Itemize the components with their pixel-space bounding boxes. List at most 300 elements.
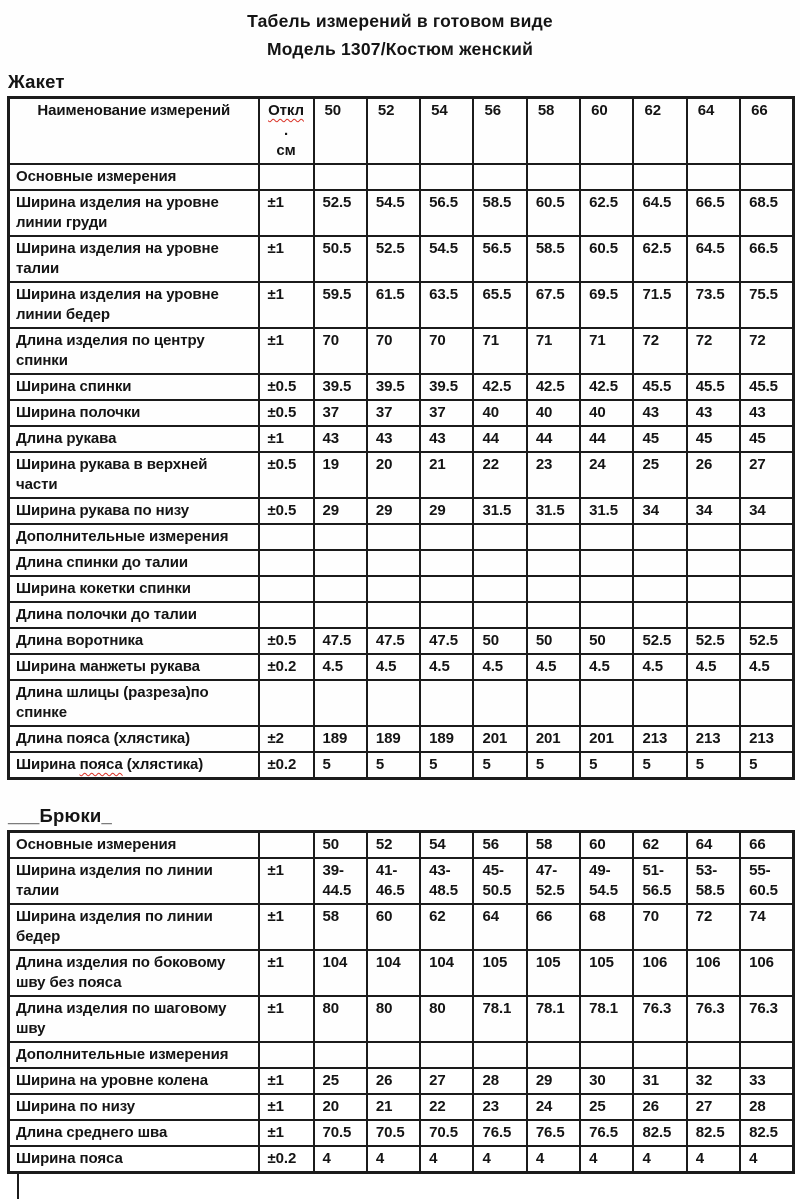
measurement-value: 44: [580, 426, 633, 452]
measurement-value: 59.5: [314, 282, 367, 328]
measurement-value: 33: [740, 1068, 793, 1094]
measurement-value: 105: [527, 950, 580, 996]
measurement-value: 50: [527, 628, 580, 654]
table-row: [9, 628, 794, 654]
row-label: Ширина рукава в верхней части: [9, 452, 259, 498]
measurement-value: 72: [687, 904, 740, 950]
measurement-value: 42.5: [527, 374, 580, 400]
measurement-value: [687, 550, 740, 576]
measurement-value: [420, 1042, 473, 1068]
measurement-value: 41-46.5: [367, 858, 420, 904]
table-row: [9, 1146, 794, 1173]
measurement-value: 71: [527, 328, 580, 374]
measurement-value: 25: [633, 452, 686, 498]
measurement-value: 52.5: [314, 190, 367, 236]
measurement-value: 34: [740, 498, 793, 524]
measurement-value: 29: [314, 498, 367, 524]
measurement-value: [527, 602, 580, 628]
measurement-value: 66: [740, 832, 793, 859]
measurement-value: 4: [580, 1146, 633, 1173]
measurement-value: [314, 164, 367, 190]
measurement-value: 70: [367, 328, 420, 374]
measurement-value: 60: [367, 904, 420, 950]
measurement-name-header: Наименование измерений: [9, 98, 259, 165]
measurement-value: 70.5: [314, 1120, 367, 1146]
measurement-value: 80: [420, 996, 473, 1042]
tolerance-value: ±1: [259, 858, 314, 904]
measurement-value: [527, 680, 580, 726]
measurement-value: 5: [420, 752, 473, 779]
measurement-value: 66.5: [687, 190, 740, 236]
measurement-value: 62.5: [580, 190, 633, 236]
measurement-value: 27: [687, 1094, 740, 1120]
row-label: Ширина по низу: [9, 1094, 259, 1120]
measurement-value: 56: [473, 832, 526, 859]
tolerance-value: ±1: [259, 190, 314, 236]
measurement-value: 4: [633, 1146, 686, 1173]
row-label: Длина рукава: [9, 426, 259, 452]
measurement-value: [740, 524, 793, 550]
measurement-value: 78.1: [473, 996, 526, 1042]
measurement-value: 43: [314, 426, 367, 452]
measurement-value: 5: [314, 752, 367, 779]
measurement-value: 29: [527, 1068, 580, 1094]
tolerance-value: ±0.2: [259, 752, 314, 779]
measurement-value: [633, 1042, 686, 1068]
measurement-value: 62: [633, 832, 686, 859]
measurement-value: 43-48.5: [420, 858, 473, 904]
row-label: Ширина рукава по низу: [9, 498, 259, 524]
measurement-value: 29: [367, 498, 420, 524]
title-line-2: Модель 1307/Костюм женский: [266, 39, 534, 59]
measurement-value: 4.5: [527, 654, 580, 680]
measurement-value: [473, 550, 526, 576]
measurement-value: [367, 550, 420, 576]
measurement-value: [420, 164, 473, 190]
row-label: Основные измерения: [9, 164, 259, 190]
measurement-value: [687, 1042, 740, 1068]
measurement-value: [314, 680, 367, 726]
table-row: [9, 1068, 794, 1094]
measurement-value: [633, 164, 686, 190]
tolerance-value: ±0.5: [259, 628, 314, 654]
row-label: Длина среднего шва: [9, 1120, 259, 1146]
measurement-value: 40: [473, 400, 526, 426]
measurement-value: 54: [420, 832, 473, 859]
table-row: [9, 950, 794, 996]
tolerance-value: [259, 1042, 314, 1068]
measurement-value: [580, 680, 633, 726]
measurement-value: 4.5: [314, 654, 367, 680]
table-row: [9, 236, 794, 282]
measurement-value: [633, 680, 686, 726]
measurement-value: 80: [367, 996, 420, 1042]
measurement-value: 106: [633, 950, 686, 996]
measurement-value: 52.5: [633, 628, 686, 654]
measurement-value: 54.5: [367, 190, 420, 236]
measurement-value: 201: [580, 726, 633, 752]
measurement-value: [420, 576, 473, 602]
size-header: 58: [527, 98, 580, 165]
measurement-value: [740, 1042, 793, 1068]
measurement-value: 53-58.5: [687, 858, 740, 904]
measurement-value: [473, 1042, 526, 1068]
tolerance-value: [259, 832, 314, 859]
table-row: [9, 328, 794, 374]
measurement-value: 64.5: [687, 236, 740, 282]
table-row: [9, 680, 794, 726]
tolerance-value: ±1: [259, 1068, 314, 1094]
measurement-value: 23: [527, 452, 580, 498]
tolerance-value: [259, 680, 314, 726]
measurement-value: 58.5: [527, 236, 580, 282]
tolerance-header-line-3: см: [276, 142, 296, 159]
row-label: Ширина изделия на уровне линии бедер: [9, 282, 259, 328]
measurement-value: 67.5: [527, 282, 580, 328]
measurement-value: 45-50.5: [473, 858, 526, 904]
table-row: [9, 452, 794, 498]
measurement-value: [473, 164, 526, 190]
table-row: [9, 524, 794, 550]
measurement-value: 70: [633, 904, 686, 950]
measurement-value: 68.5: [740, 190, 793, 236]
measurement-value: 70: [314, 328, 367, 374]
measurement-value: [420, 524, 473, 550]
measurement-value: 23: [473, 1094, 526, 1120]
measurement-value: 37: [367, 400, 420, 426]
row-label: Длина спинки до талии: [9, 550, 259, 576]
table-row: [9, 400, 794, 426]
measurement-value: [740, 164, 793, 190]
measurement-value: 24: [580, 452, 633, 498]
measurement-value: 62: [420, 904, 473, 950]
measurement-value: [367, 576, 420, 602]
measurement-value: 70.5: [367, 1120, 420, 1146]
measurement-value: 201: [527, 726, 580, 752]
table-row: [9, 190, 794, 236]
table-row: [9, 498, 794, 524]
table-row: [9, 832, 794, 859]
measurement-value: [740, 680, 793, 726]
measurement-value: 52.5: [687, 628, 740, 654]
size-header: 64: [687, 98, 740, 165]
measurement-value: 34: [633, 498, 686, 524]
measurement-value: 76.3: [633, 996, 686, 1042]
measurement-value: 21: [367, 1094, 420, 1120]
tolerance-value: ±2: [259, 726, 314, 752]
measurement-value: 104: [367, 950, 420, 996]
measurement-value: 72: [687, 328, 740, 374]
measurement-value: 74: [740, 904, 793, 950]
measurement-value: 106: [687, 950, 740, 996]
measurement-value: 71: [473, 328, 526, 374]
measurement-value: 45: [687, 426, 740, 452]
table-row: [9, 282, 794, 328]
measurement-value: 213: [687, 726, 740, 752]
row-label: Ширина изделия на уровне талии: [9, 236, 259, 282]
measurement-value: 52.5: [740, 628, 793, 654]
stray-border-mark: [17, 1174, 19, 1199]
tolerance-value: ±0.5: [259, 498, 314, 524]
measurement-value: [687, 602, 740, 628]
measurement-value: 189: [420, 726, 473, 752]
measurement-value: [687, 164, 740, 190]
measurement-value: [420, 602, 473, 628]
measurement-value: 37: [420, 400, 473, 426]
row-label: Основные измерения: [9, 832, 259, 859]
measurement-value: [740, 550, 793, 576]
measurement-value: 43: [633, 400, 686, 426]
measurement-value: 47-52.5: [527, 858, 580, 904]
measurement-value: 27: [740, 452, 793, 498]
measurement-value: 78.1: [527, 996, 580, 1042]
measurement-value: 69.5: [580, 282, 633, 328]
measurement-value: 43: [420, 426, 473, 452]
size-header: 56: [473, 98, 526, 165]
measurement-value: [580, 576, 633, 602]
measurement-value: [473, 680, 526, 726]
tolerance-value: ±0.2: [259, 654, 314, 680]
tolerance-value: ±1: [259, 426, 314, 452]
measurement-value: 60: [580, 832, 633, 859]
measurement-value: 25: [314, 1068, 367, 1094]
measurement-value: 20: [314, 1094, 367, 1120]
measurement-value: 4.5: [740, 654, 793, 680]
measurement-value: 29: [420, 498, 473, 524]
measurement-value: 66: [527, 904, 580, 950]
measurement-value: 189: [314, 726, 367, 752]
measurement-value: 4: [314, 1146, 367, 1173]
spellcheck-underlined-word: пояса: [79, 756, 123, 773]
title-line-1: Табель измерений в готовом виде: [247, 11, 553, 31]
row-label: Ширина кокетки спинки: [9, 576, 259, 602]
row-label: Длина изделия по боковому шву без пояса: [9, 950, 259, 996]
measurement-value: [314, 1042, 367, 1068]
measurement-value: 45: [740, 426, 793, 452]
measurement-value: 65.5: [473, 282, 526, 328]
measurement-value: [527, 524, 580, 550]
measurement-value: 4.5: [420, 654, 473, 680]
measurement-value: 52: [367, 832, 420, 859]
measurement-value: 58: [314, 904, 367, 950]
measurement-value: 72: [740, 328, 793, 374]
table-row: [9, 654, 794, 680]
jacket-measurements-table: [7, 96, 795, 780]
measurement-value: 213: [740, 726, 793, 752]
row-label: Длина изделия по шаговому шву: [9, 996, 259, 1042]
measurement-value: 31.5: [473, 498, 526, 524]
tolerance-value: ±1: [259, 328, 314, 374]
tolerance-value: [259, 164, 314, 190]
table-row: [9, 602, 794, 628]
measurement-value: [580, 602, 633, 628]
size-header: 62: [633, 98, 686, 165]
measurement-value: 4.5: [367, 654, 420, 680]
tolerance-value: ±0.2: [259, 1146, 314, 1173]
tolerance-value: ±1: [259, 950, 314, 996]
measurement-value: 34: [687, 498, 740, 524]
row-label: Ширина спинки: [9, 374, 259, 400]
tolerance-value: ±1: [259, 1094, 314, 1120]
measurement-value: [420, 550, 473, 576]
size-header: 60: [580, 98, 633, 165]
measurement-value: 26: [633, 1094, 686, 1120]
measurement-value: 82.5: [687, 1120, 740, 1146]
measurement-value: 50: [314, 832, 367, 859]
measurement-value: 58.5: [473, 190, 526, 236]
tolerance-header-line-1: Откл: [268, 102, 304, 119]
table-row: [9, 550, 794, 576]
trousers-measurements-table: [7, 830, 795, 1174]
measurement-value: 213: [633, 726, 686, 752]
measurement-value: 22: [420, 1094, 473, 1120]
measurement-value: 42.5: [580, 374, 633, 400]
measurement-value: 47.5: [367, 628, 420, 654]
measurement-value: [633, 576, 686, 602]
measurement-value: [527, 550, 580, 576]
measurement-value: [527, 1042, 580, 1068]
measurement-value: 44: [473, 426, 526, 452]
row-label: Длина изделия по центру спинки: [9, 328, 259, 374]
measurement-value: 106: [740, 950, 793, 996]
jacket-section-heading: Жакет: [8, 71, 65, 92]
measurement-value: 4: [420, 1146, 473, 1173]
measurement-value: 4: [527, 1146, 580, 1173]
tolerance-value: [259, 602, 314, 628]
measurement-value: 64.5: [633, 190, 686, 236]
measurement-value: [687, 576, 740, 602]
measurement-value: [367, 164, 420, 190]
measurement-value: 71: [580, 328, 633, 374]
size-header: 66: [740, 98, 793, 165]
measurement-value: 20: [367, 452, 420, 498]
measurement-value: 31: [633, 1068, 686, 1094]
jacket-header-row: [9, 98, 794, 165]
tolerance-value: [259, 550, 314, 576]
measurement-value: 71.5: [633, 282, 686, 328]
measurement-value: [633, 524, 686, 550]
tolerance-value: ±1: [259, 904, 314, 950]
tolerance-value: ±1: [259, 282, 314, 328]
measurement-value: 80: [314, 996, 367, 1042]
measurement-value: 37: [314, 400, 367, 426]
measurement-value: 76.3: [740, 996, 793, 1042]
table-row: [9, 996, 794, 1042]
measurement-value: 45.5: [740, 374, 793, 400]
measurement-value: 31.5: [527, 498, 580, 524]
table-row: [9, 426, 794, 452]
measurement-value: 52.5: [367, 236, 420, 282]
tolerance-value: ±0.5: [259, 452, 314, 498]
measurement-value: 50: [473, 628, 526, 654]
measurement-value: 189: [367, 726, 420, 752]
measurement-value: 76.5: [580, 1120, 633, 1146]
row-label: Дополнительные измерения: [9, 1042, 259, 1068]
table-row: [9, 904, 794, 950]
measurement-value: [473, 576, 526, 602]
measurement-value: 43: [367, 426, 420, 452]
tolerance-value: ±0.5: [259, 400, 314, 426]
measurement-value: [314, 550, 367, 576]
table-row: [9, 1094, 794, 1120]
measurement-value: [527, 576, 580, 602]
measurement-value: [580, 164, 633, 190]
measurement-value: 73.5: [687, 282, 740, 328]
measurement-value: 32: [687, 1068, 740, 1094]
row-label: Ширина на уровне колена: [9, 1068, 259, 1094]
measurement-value: 31.5: [580, 498, 633, 524]
measurement-value: 28: [740, 1094, 793, 1120]
measurement-value: 40: [580, 400, 633, 426]
measurement-value: 104: [420, 950, 473, 996]
measurement-value: 64: [473, 904, 526, 950]
measurement-value: 56.5: [420, 190, 473, 236]
measurement-value: 62.5: [633, 236, 686, 282]
tolerance-header: [259, 98, 314, 165]
measurement-value: 5: [527, 752, 580, 779]
row-label: Ширина пояса: [9, 1146, 259, 1173]
measurement-value: 55-60.5: [740, 858, 793, 904]
measurement-value: 72: [633, 328, 686, 374]
table-row: [9, 374, 794, 400]
measurement-value: 40: [527, 400, 580, 426]
measurement-value: [580, 1042, 633, 1068]
measurement-value: [473, 524, 526, 550]
measurement-value: 39-44.5: [314, 858, 367, 904]
measurement-value: [314, 602, 367, 628]
row-label: Длина шлицы (разреза)по спинке: [9, 680, 259, 726]
measurement-value: 70.5: [420, 1120, 473, 1146]
measurement-value: 58: [527, 832, 580, 859]
tolerance-header-line-2: .: [283, 122, 289, 139]
trousers-section-heading: ___Брюки_: [8, 805, 112, 826]
row-label: Длина пояса (хлястика): [9, 726, 259, 752]
measurement-value: 63.5: [420, 282, 473, 328]
table-row: [9, 576, 794, 602]
measurement-value: [740, 576, 793, 602]
measurement-value: 5: [473, 752, 526, 779]
measurement-value: 56.5: [473, 236, 526, 282]
size-header: 50: [314, 98, 367, 165]
measurement-value: 78.1: [580, 996, 633, 1042]
measurement-value: 45.5: [687, 374, 740, 400]
tolerance-value: ±0.5: [259, 374, 314, 400]
measurement-value: 4: [473, 1146, 526, 1173]
measurement-value: [633, 550, 686, 576]
tolerance-value: ±1: [259, 1120, 314, 1146]
measurement-value: [314, 524, 367, 550]
table-row: [9, 1120, 794, 1146]
measurement-value: 4.5: [473, 654, 526, 680]
measurement-value: 105: [580, 950, 633, 996]
measurement-value: 60.5: [580, 236, 633, 282]
table-row: [9, 858, 794, 904]
measurement-value: [580, 550, 633, 576]
measurement-value: 5: [633, 752, 686, 779]
measurement-value: [687, 524, 740, 550]
tolerance-value: [259, 576, 314, 602]
measurement-value: 49-54.5: [580, 858, 633, 904]
measurement-value: 19: [314, 452, 367, 498]
measurement-value: 27: [420, 1068, 473, 1094]
measurement-value: 5: [367, 752, 420, 779]
size-header: 52: [367, 98, 420, 165]
measurement-value: [580, 524, 633, 550]
measurement-value: 47.5: [314, 628, 367, 654]
row-label: Ширина полочки: [9, 400, 259, 426]
measurement-value: 22: [473, 452, 526, 498]
measurement-value: 201: [473, 726, 526, 752]
